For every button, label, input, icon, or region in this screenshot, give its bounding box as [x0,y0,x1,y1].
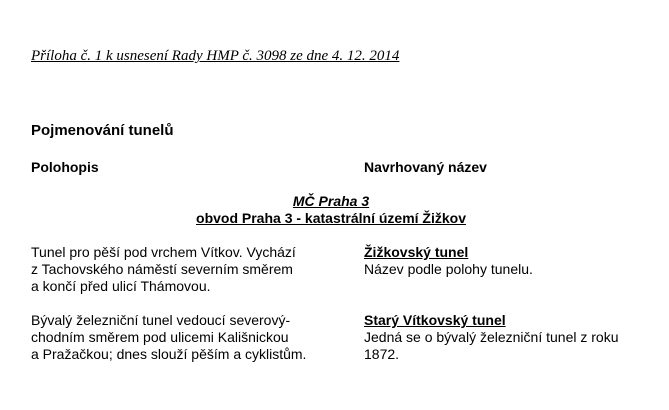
justification-line: 1872. [364,346,400,362]
name-justification [364,261,533,278]
description-line: Bývalý železniční tunel vedoucí severový- [31,312,291,328]
cadastral-area-heading: obvod Praha 3 - katastrální území Žižkov [196,210,466,226]
attachment-note: Příloha č. 1 k usnesení Rady HMP č. 3098 ze dne 4. 12. 2014 [31,48,400,64]
tunnel-name: Žižkovský tunel [364,244,469,260]
description-line: a končí před ulicí Thámovou. [31,278,211,294]
description-line: z Tachovského náměstí severním směrem [31,261,293,277]
column-header-proposed-name: Navrhovaný název [364,159,487,175]
justification-line: Název podle polohy tunelu. [364,261,533,277]
document-title: Pojmenování tunelů [31,122,174,139]
justification-line: Jedná se o bývalý železniční tunel z roku [364,329,619,345]
description-line: a Pražačkou; dnes slouží pěším a cyklistům. [31,346,307,362]
description-line: Tunel pro pěší pod vrchem Vítkov. Vychází [31,244,296,260]
tunnel-name: Starý Vítkovský tunel [364,312,506,328]
description-line: chodním směrem pod ulicemi Kališnickou [31,329,289,345]
column-header-description: Polohopis [31,159,99,175]
entry-description [31,312,306,363]
name-justification [364,329,618,363]
district-heading: MČ Praha 3 [292,193,370,209]
entry-description [31,244,296,295]
